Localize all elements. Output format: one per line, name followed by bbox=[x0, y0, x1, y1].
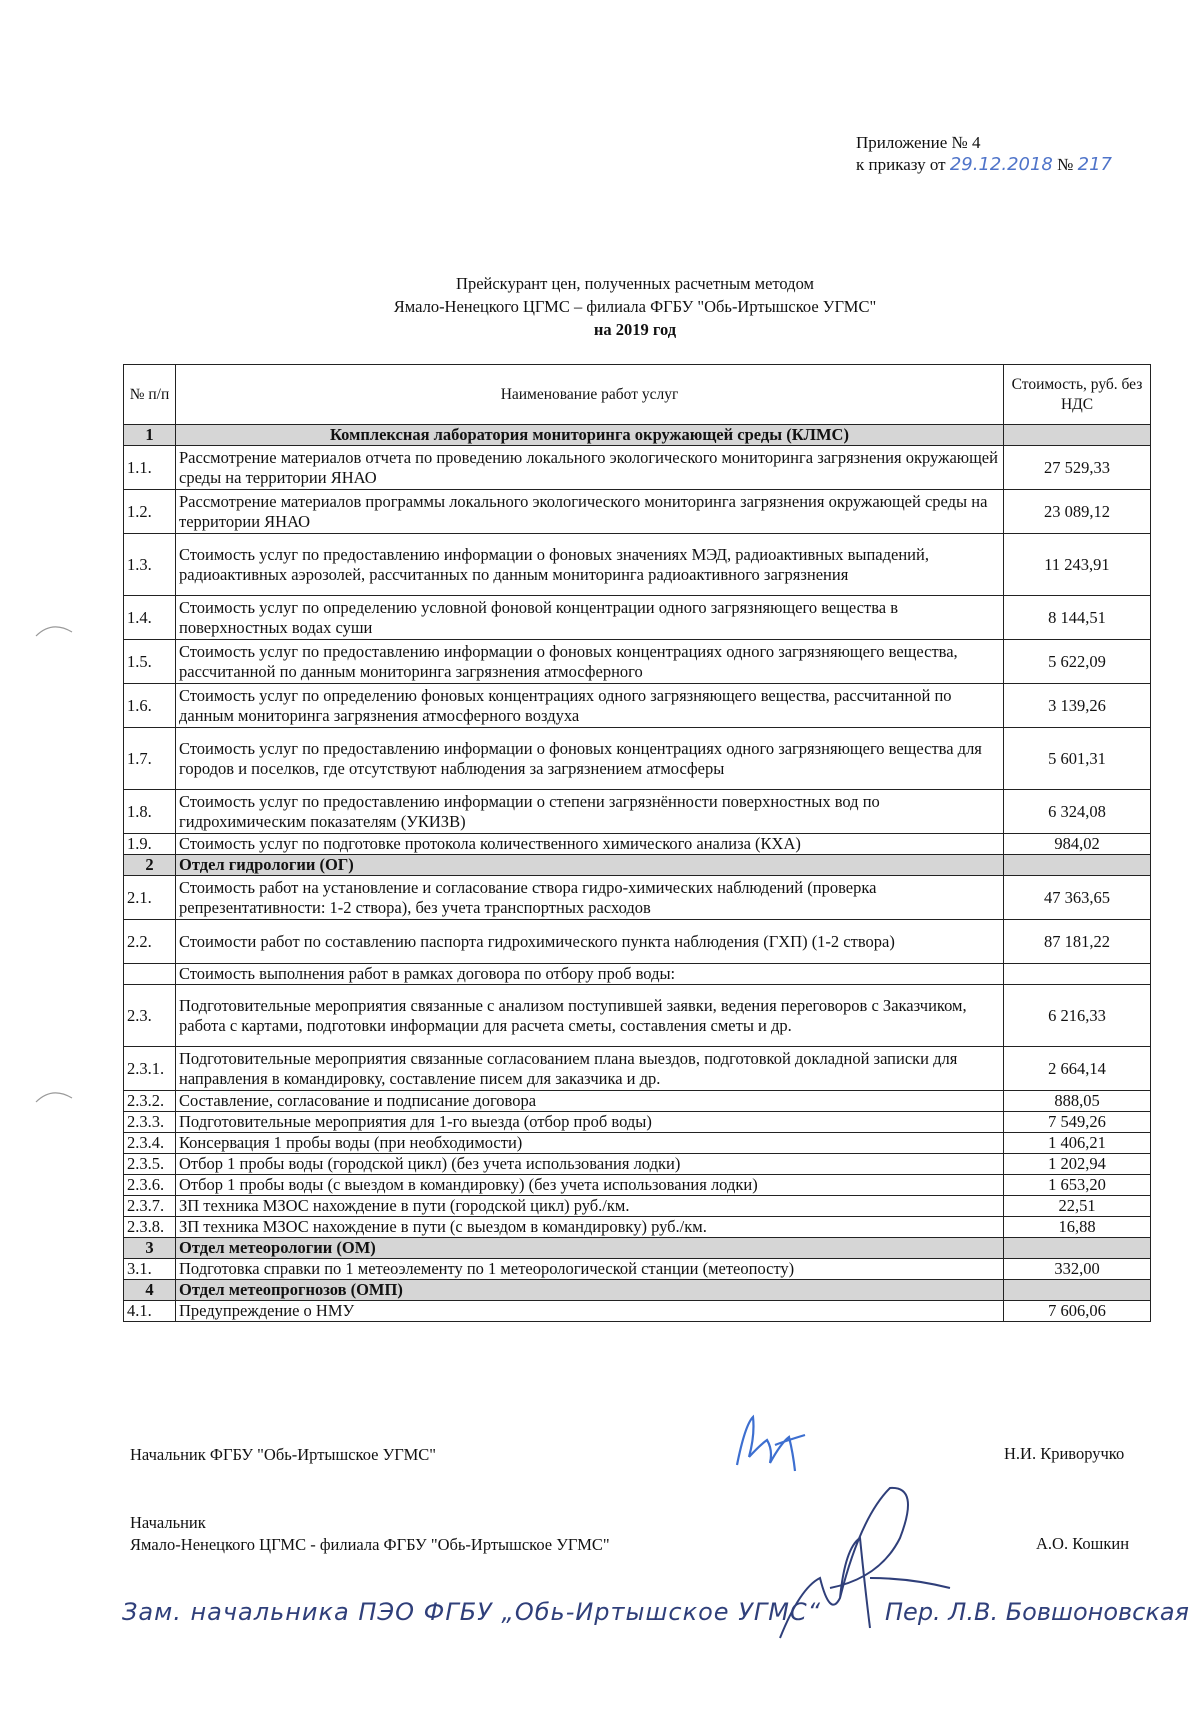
row-name: Стоимость услуг по предоставлению информации о фоновых концентрациях одного загрязняющего вещества, рассчитанной по данным мониторинга загрязнения атмосферного bbox=[176, 640, 1004, 684]
row-code: 2.1. bbox=[124, 876, 176, 920]
row-price: 27 529,33 bbox=[1004, 446, 1151, 490]
row-price: 888,05 bbox=[1004, 1091, 1151, 1112]
appendix-header bbox=[856, 132, 1112, 176]
row-price: 1 653,20 bbox=[1004, 1175, 1151, 1196]
row-name: Консервация 1 пробы воды (при необходимости) bbox=[176, 1133, 1004, 1154]
signature-title-1: Начальник ФГБУ "Обь-Иртышское УГМС" bbox=[130, 1445, 437, 1464]
section-row bbox=[124, 425, 1151, 446]
table-row bbox=[124, 1091, 1151, 1112]
row-price: 22,51 bbox=[1004, 1196, 1151, 1217]
table-row bbox=[124, 1154, 1151, 1175]
row-name: Отдел метеорологии (ОМ) bbox=[176, 1238, 1004, 1259]
row-code: 2.3.5. bbox=[124, 1154, 176, 1175]
table-body bbox=[124, 425, 1151, 1322]
row-price: 6 324,08 bbox=[1004, 790, 1151, 834]
row-price: 6 216,33 bbox=[1004, 985, 1151, 1047]
header-price: Стоимость, руб. без НДС bbox=[1004, 365, 1151, 425]
section-row bbox=[124, 855, 1151, 876]
handwritten-number: 217 bbox=[1077, 154, 1112, 175]
row-code: 2.3.2. bbox=[124, 1091, 176, 1112]
table-row bbox=[124, 1301, 1151, 1322]
row-name: Стоимость выполнения работ в рамках договора по отбору проб воды: bbox=[176, 964, 1004, 985]
handwritten-name: Пер. Л.В. Бовшоновская bbox=[885, 1598, 1189, 1626]
row-code: 1.7. bbox=[124, 728, 176, 790]
row-code: 3 bbox=[124, 1238, 176, 1259]
table-row bbox=[124, 1175, 1151, 1196]
header-name: Наименование работ услуг bbox=[176, 365, 1004, 425]
table-row bbox=[124, 640, 1151, 684]
row-name: Стоимость услуг по предоставлению информации о фоновых концентрациях одного загрязняющего вещества для городов и поселков, где отсутствуют наблюдения за загрязнением атмосферы bbox=[176, 728, 1004, 790]
row-name: Стоимость работ на установление и согласование створа гидро-химических наблюдений (проверка репрезентативности: 1-2 створа), без учета транспортных расходов bbox=[176, 876, 1004, 920]
row-code: 1.9. bbox=[124, 834, 176, 855]
row-price: 23 089,12 bbox=[1004, 490, 1151, 534]
row-name: Отдел метеопрогнозов (ОМП) bbox=[176, 1280, 1004, 1301]
row-code: 1.6. bbox=[124, 684, 176, 728]
row-code: 2.3.8. bbox=[124, 1217, 176, 1238]
document-title bbox=[0, 272, 1200, 341]
row-price: 332,00 bbox=[1004, 1259, 1151, 1280]
row-price bbox=[1004, 855, 1151, 876]
handwritten-date: 29.12.2018 bbox=[949, 154, 1053, 175]
row-code: 1.2. bbox=[124, 490, 176, 534]
row-price: 7 606,06 bbox=[1004, 1301, 1151, 1322]
table-header-row bbox=[124, 365, 1151, 425]
row-price: 1 406,21 bbox=[1004, 1133, 1151, 1154]
table-row bbox=[124, 1217, 1151, 1238]
table-row bbox=[124, 684, 1151, 728]
row-name: Отбор 1 пробы воды (городской цикл) (без учета использования лодки) bbox=[176, 1154, 1004, 1175]
row-price: 11 243,91 bbox=[1004, 534, 1151, 596]
row-price: 1 202,94 bbox=[1004, 1154, 1151, 1175]
row-code: 2.3.1. bbox=[124, 1047, 176, 1091]
signature-1-icon bbox=[715, 1405, 815, 1480]
row-code: 2.3. bbox=[124, 985, 176, 1047]
title-line1: Прейскурант цен, полученных расчетным методом bbox=[456, 274, 814, 293]
row-name: Составление, согласование и подписание договора bbox=[176, 1091, 1004, 1112]
punch-hole-icon bbox=[34, 1088, 74, 1104]
row-name: Отбор 1 пробы воды (с выездом в командировку) (без учета использования лодки) bbox=[176, 1175, 1004, 1196]
table-row bbox=[124, 490, 1151, 534]
table-row bbox=[124, 1112, 1151, 1133]
appendix-line1: Приложение № 4 bbox=[856, 133, 981, 152]
table-row bbox=[124, 596, 1151, 640]
row-price bbox=[1004, 964, 1151, 985]
row-price: 16,88 bbox=[1004, 1217, 1151, 1238]
section-row bbox=[124, 1238, 1151, 1259]
row-name: Стоимость услуг по подготовке протокола количественного химического анализа (КХА) bbox=[176, 834, 1004, 855]
table-row bbox=[124, 534, 1151, 596]
row-code: 3.1. bbox=[124, 1259, 176, 1280]
table-row bbox=[124, 790, 1151, 834]
row-name: ЗП техника МЗОС нахождение в пути (с выездом в командировку) руб./км. bbox=[176, 1217, 1004, 1238]
row-name: Отдел гидрологии (ОГ) bbox=[176, 855, 1004, 876]
row-name: Рассмотрение материалов программы локального экологического мониторинга загрязнения окружающей среды на территории ЯНАО bbox=[176, 490, 1004, 534]
row-name: Комплексная лаборатория мониторинга окружающей среды (КЛМС) bbox=[176, 425, 1004, 446]
row-name: Стоимости работ по составлению паспорта гидрохимического пункта наблюдения (ГХП) (1-2 створа) bbox=[176, 920, 1004, 964]
table-row bbox=[124, 876, 1151, 920]
row-name: Подготовка справки по 1 метеоэлементу по 1 метеорологической станции (метеопосту) bbox=[176, 1259, 1004, 1280]
table-row bbox=[124, 446, 1151, 490]
row-code: 2.3.3. bbox=[124, 1112, 176, 1133]
row-price: 984,02 bbox=[1004, 834, 1151, 855]
row-code: 4.1. bbox=[124, 1301, 176, 1322]
row-name: Предупреждение о НМУ bbox=[176, 1301, 1004, 1322]
title-line2: Ямало-Ненецкого ЦГМС – филиала ФГБУ "Обь-Иртышское УГМС" bbox=[393, 297, 877, 316]
row-price: 87 181,22 bbox=[1004, 920, 1151, 964]
row-price bbox=[1004, 1238, 1151, 1259]
header-num: № п/п bbox=[124, 365, 176, 425]
table-row bbox=[124, 964, 1151, 985]
row-price: 5 622,09 bbox=[1004, 640, 1151, 684]
row-name: Стоимость услуг по предоставлению информации о фоновых значениях МЭД, радиоактивных выпадений, радиоактивных аэрозолей, рассчитанных по данным мониторинга радиоактивного загрязнения bbox=[176, 534, 1004, 596]
table-row bbox=[124, 985, 1151, 1047]
row-price: 8 144,51 bbox=[1004, 596, 1151, 640]
row-code: 1.5. bbox=[124, 640, 176, 684]
punch-hole-icon bbox=[34, 622, 74, 638]
table-row bbox=[124, 834, 1151, 855]
row-name: Стоимость услуг по определению фоновых концентрациях одного загрязняющего вещества, рассчитанной по данным мониторинга загрязнения атмосферного воздуха bbox=[176, 684, 1004, 728]
row-code: 2 bbox=[124, 855, 176, 876]
row-name: Подготовительные мероприятия связанные с анализом поступившей заявки, ведения переговоров с Заказчиком, работа с картами, подготовки информации для расчета сметы, составления сметы и др. bbox=[176, 985, 1004, 1047]
row-name: Стоимость услуг по определению условной фоновой концентрации одного загрязняющего вещества в поверхностных водах суши bbox=[176, 596, 1004, 640]
row-price: 2 664,14 bbox=[1004, 1047, 1151, 1091]
row-code: 1.8. bbox=[124, 790, 176, 834]
signature-name-1: Н.И. Криворучко bbox=[1004, 1444, 1125, 1463]
title-line3: на 2019 год bbox=[593, 320, 677, 339]
table-row bbox=[124, 1133, 1151, 1154]
table-row bbox=[124, 1047, 1151, 1091]
row-name: Рассмотрение материалов отчета по проведению локального экологического мониторинга загрязнения окружающей среды на территории ЯНАО bbox=[176, 446, 1004, 490]
row-price bbox=[1004, 425, 1151, 446]
table-row bbox=[124, 1259, 1151, 1280]
handwritten-note: Зам. начальника ПЭО ФГБУ „Обь-Иртышское УГМС“ bbox=[122, 1598, 822, 1626]
row-name: Подготовительные мероприятия для 1-го выезда (отбор проб воды) bbox=[176, 1112, 1004, 1133]
row-code: 2.3.7. bbox=[124, 1196, 176, 1217]
row-price: 3 139,26 bbox=[1004, 684, 1151, 728]
row-code: 2.2. bbox=[124, 920, 176, 964]
row-name: Стоимость услуг по предоставлению информации о степени загрязнённости поверхностных вод по гидрохимическим показателям (УКИЗВ) bbox=[176, 790, 1004, 834]
row-code bbox=[124, 964, 176, 985]
row-price: 5 601,31 bbox=[1004, 728, 1151, 790]
row-code: 2.3.4. bbox=[124, 1133, 176, 1154]
row-code: 1.4. bbox=[124, 596, 176, 640]
row-code: 1 bbox=[124, 425, 176, 446]
row-price bbox=[1004, 1280, 1151, 1301]
row-code: 4 bbox=[124, 1280, 176, 1301]
table-row bbox=[124, 728, 1151, 790]
table-row bbox=[124, 1196, 1151, 1217]
row-price: 7 549,26 bbox=[1004, 1112, 1151, 1133]
table-row bbox=[124, 920, 1151, 964]
row-code: 2.3.6. bbox=[124, 1175, 176, 1196]
appendix-line2: к приказу от 29.12.2018 № 217 bbox=[856, 154, 1112, 175]
price-table bbox=[123, 364, 1151, 1322]
row-name: ЗП техника МЗОС нахождение в пути (городской цикл) руб./км. bbox=[176, 1196, 1004, 1217]
row-code: 1.1. bbox=[124, 446, 176, 490]
row-code: 1.3. bbox=[124, 534, 176, 596]
row-price: 47 363,65 bbox=[1004, 876, 1151, 920]
signature-title-2: Начальник Ямало-Ненецкого ЦГМС - филиала ФГБУ "Обь-Иртышское УГМС" bbox=[130, 1513, 610, 1554]
row-name: Подготовительные мероприятия связанные согласованием плана выездов, подготовкой докладной записки для направления в командировку, составление писем для заказчика и др. bbox=[176, 1047, 1004, 1091]
section-row bbox=[124, 1280, 1151, 1301]
signature-name-2: А.О. Кошкин bbox=[1036, 1534, 1130, 1553]
